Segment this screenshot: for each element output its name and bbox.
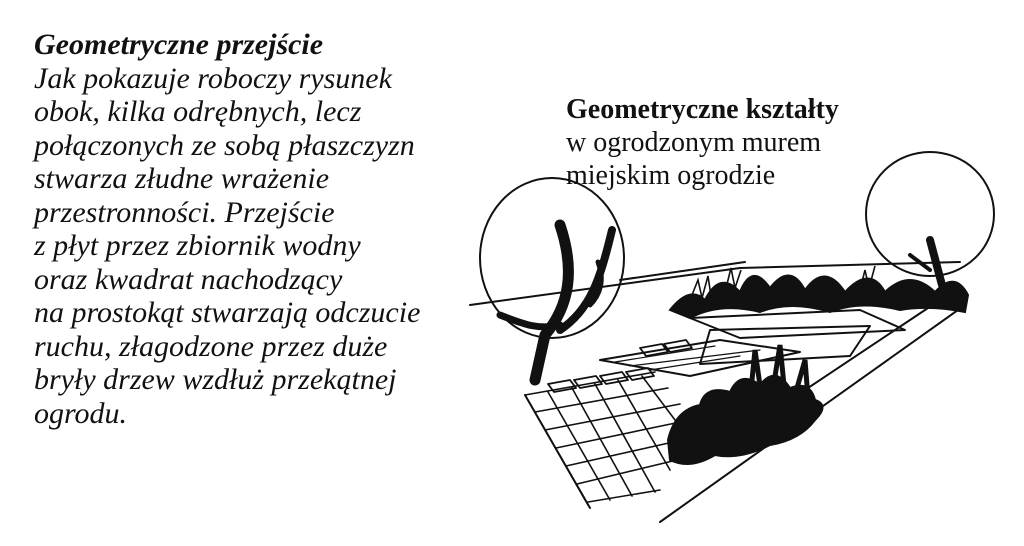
description-line: oraz kwadrat nachodzący [34, 262, 343, 296]
description-line: na prostokąt stwarzają odczucie [34, 296, 421, 329]
description-line: ruchu, złagodzone przez duże [34, 329, 388, 363]
garden-wall-line [620, 262, 745, 280]
lawn-rectangle [690, 310, 905, 338]
description-line: ogrodu. [34, 396, 128, 430]
description-line: przestronności. Przejście [34, 195, 335, 229]
caption-heading: Geometryczne kształty [566, 94, 839, 125]
description-line: bryły drzew wzdłuż przekątnej [34, 363, 397, 396]
description-line: stwarza złudne wrażenie [34, 162, 330, 195]
description-heading: Geometryczne przejście [34, 28, 324, 61]
tree-trunk [535, 225, 568, 380]
description-line: z płyt przez zbiornik wodny [34, 229, 361, 262]
caption-line: miejskim ogrodzie [566, 160, 776, 191]
description-line: Jak pokazuje roboczy rysunek [34, 61, 392, 95]
paving-grid [525, 376, 690, 505]
description-line: obok, kilka odrębnych, lecz [34, 95, 362, 128]
caption-line: w ogrodzonym murem [566, 127, 822, 158]
sketch-caption [566, 93, 966, 192]
description-line: połączonych ze sobą płaszczyzn [34, 128, 415, 162]
